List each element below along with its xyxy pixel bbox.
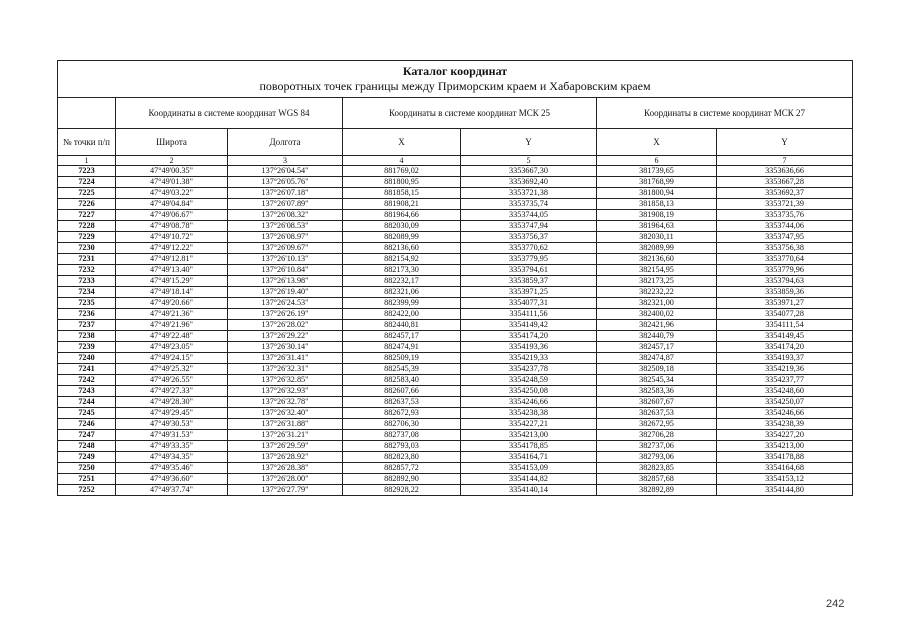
x-msk25-cell: 882793,03 bbox=[343, 441, 461, 452]
y-msk27-cell: 3354193,37 bbox=[717, 353, 853, 364]
latitude-cell: 47°49'31.53" bbox=[116, 430, 228, 441]
y-msk27-cell: 3353859,36 bbox=[717, 287, 853, 298]
y-msk25-cell: 3353794,61 bbox=[461, 265, 597, 276]
x-msk25-cell: 882637,53 bbox=[343, 397, 461, 408]
header-x-msk25: X bbox=[343, 129, 461, 156]
point-number-cell: 7250 bbox=[58, 463, 116, 474]
y-msk27-cell: 3354238,39 bbox=[717, 419, 853, 430]
point-number-cell: 7247 bbox=[58, 430, 116, 441]
longitude-cell: 137°26'29.59" bbox=[228, 441, 343, 452]
x-msk27-cell: 382457,17 bbox=[597, 342, 717, 353]
longitude-cell: 137°26'28.92" bbox=[228, 452, 343, 463]
point-number-cell: 7243 bbox=[58, 386, 116, 397]
latitude-cell: 47°49'24.15" bbox=[116, 353, 228, 364]
header-x-msk27: X bbox=[597, 129, 717, 156]
table-row bbox=[58, 276, 853, 287]
header-latitude: Широта bbox=[116, 129, 228, 156]
point-number-cell: 7251 bbox=[58, 474, 116, 485]
column-number: 1 bbox=[58, 156, 116, 166]
table-row bbox=[58, 342, 853, 353]
table-row bbox=[58, 430, 853, 441]
latitude-cell: 47°49'08.78" bbox=[116, 221, 228, 232]
page-number: 242 bbox=[826, 598, 845, 610]
longitude-cell: 137°26'32.40" bbox=[228, 408, 343, 419]
latitude-cell: 47°49'20.66" bbox=[116, 298, 228, 309]
latitude-cell: 47°49'03.22" bbox=[116, 188, 228, 199]
point-number-cell: 7239 bbox=[58, 342, 116, 353]
table-row bbox=[58, 397, 853, 408]
catalog-subtitle: поворотных точек границы между Приморским краем и Хабаровским краем bbox=[259, 79, 651, 93]
latitude-cell: 47°49'30.53" bbox=[116, 419, 228, 430]
x-msk27-cell: 381800,94 bbox=[597, 188, 717, 199]
x-msk25-cell: 882030,09 bbox=[343, 221, 461, 232]
x-msk25-cell: 882607,66 bbox=[343, 386, 461, 397]
y-msk27-cell: 3354246,66 bbox=[717, 408, 853, 419]
latitude-cell: 47°49'18.14" bbox=[116, 287, 228, 298]
latitude-cell: 47°49'33.35" bbox=[116, 441, 228, 452]
table-row bbox=[58, 232, 853, 243]
latitude-cell: 47°49'06.67" bbox=[116, 210, 228, 221]
y-msk25-cell: 3354213,00 bbox=[461, 430, 597, 441]
x-msk25-cell: 881908,21 bbox=[343, 199, 461, 210]
longitude-cell: 137°26'29.22" bbox=[228, 331, 343, 342]
catalog-title: Каталог координат bbox=[402, 64, 508, 78]
longitude-cell: 137°26'08.32" bbox=[228, 210, 343, 221]
x-msk27-cell: 382737,06 bbox=[597, 441, 717, 452]
table-row bbox=[58, 386, 853, 397]
y-msk25-cell: 3354140,14 bbox=[461, 485, 597, 496]
latitude-cell: 47°49'29.45" bbox=[116, 408, 228, 419]
x-msk27-cell: 382232,22 bbox=[597, 287, 717, 298]
y-msk25-cell: 3353692,40 bbox=[461, 177, 597, 188]
y-msk25-cell: 3353744,05 bbox=[461, 210, 597, 221]
table-row bbox=[58, 485, 853, 496]
y-msk25-cell: 3354174,20 bbox=[461, 331, 597, 342]
point-number-cell: 7232 bbox=[58, 265, 116, 276]
y-msk27-cell: 3353667,28 bbox=[717, 177, 853, 188]
y-msk25-cell: 3353667,30 bbox=[461, 166, 597, 177]
x-msk27-cell: 381964,63 bbox=[597, 221, 717, 232]
latitude-cell: 47°49'01.38" bbox=[116, 177, 228, 188]
y-msk25-cell: 3353971,25 bbox=[461, 287, 597, 298]
y-msk25-cell: 3354164,71 bbox=[461, 452, 597, 463]
y-msk27-cell: 3353721,39 bbox=[717, 199, 853, 210]
x-msk27-cell: 381908,19 bbox=[597, 210, 717, 221]
table-row bbox=[58, 287, 853, 298]
latitude-cell: 47°49'00.35" bbox=[116, 166, 228, 177]
y-msk27-cell: 3353735,76 bbox=[717, 210, 853, 221]
table-row bbox=[58, 474, 853, 485]
x-msk27-cell: 382793,06 bbox=[597, 452, 717, 463]
latitude-cell: 47°49'10.72" bbox=[116, 232, 228, 243]
y-msk25-cell: 3354219,33 bbox=[461, 353, 597, 364]
y-msk25-cell: 3354238,38 bbox=[461, 408, 597, 419]
x-msk27-cell: 382857,68 bbox=[597, 474, 717, 485]
y-msk27-cell: 3353744,06 bbox=[717, 221, 853, 232]
longitude-cell: 137°26'09.67" bbox=[228, 243, 343, 254]
table-row bbox=[58, 463, 853, 474]
x-msk25-cell: 882583,40 bbox=[343, 375, 461, 386]
y-msk25-cell: 3353756,37 bbox=[461, 232, 597, 243]
table-row bbox=[58, 309, 853, 320]
longitude-cell: 137°26'13.98" bbox=[228, 276, 343, 287]
y-msk27-cell: 3353756,38 bbox=[717, 243, 853, 254]
point-number-cell: 7230 bbox=[58, 243, 116, 254]
y-msk27-cell: 3353692,37 bbox=[717, 188, 853, 199]
y-msk25-cell: 3354153,09 bbox=[461, 463, 597, 474]
x-msk25-cell: 882440,81 bbox=[343, 320, 461, 331]
longitude-cell: 137°26'32.31" bbox=[228, 364, 343, 375]
point-number-cell: 7237 bbox=[58, 320, 116, 331]
table-row bbox=[58, 177, 853, 188]
table-row bbox=[58, 353, 853, 364]
point-number-cell: 7233 bbox=[58, 276, 116, 287]
x-msk25-cell: 882545,39 bbox=[343, 364, 461, 375]
point-number-cell: 7228 bbox=[58, 221, 116, 232]
y-msk25-cell: 3353779,95 bbox=[461, 254, 597, 265]
y-msk27-cell: 3354219,36 bbox=[717, 364, 853, 375]
latitude-cell: 47°49'23.05" bbox=[116, 342, 228, 353]
longitude-cell: 137°26'31.21" bbox=[228, 430, 343, 441]
column-header-row bbox=[58, 129, 853, 156]
x-msk27-cell: 381768,99 bbox=[597, 177, 717, 188]
x-msk27-cell: 382672,95 bbox=[597, 419, 717, 430]
longitude-cell: 137°26'28.00" bbox=[228, 474, 343, 485]
x-msk27-cell: 382509,18 bbox=[597, 364, 717, 375]
x-msk27-cell: 382089,99 bbox=[597, 243, 717, 254]
table-row bbox=[58, 199, 853, 210]
table-row bbox=[58, 452, 853, 463]
latitude-cell: 47°49'25.32" bbox=[116, 364, 228, 375]
x-msk27-cell: 382030,11 bbox=[597, 232, 717, 243]
table-row bbox=[58, 364, 853, 375]
column-number: 4 bbox=[343, 156, 461, 166]
x-msk27-cell: 381858,13 bbox=[597, 199, 717, 210]
y-msk27-cell: 3354227,20 bbox=[717, 430, 853, 441]
x-msk27-cell: 382823,85 bbox=[597, 463, 717, 474]
table-row bbox=[58, 441, 853, 452]
y-msk27-cell: 3353747,95 bbox=[717, 232, 853, 243]
coordinate-rows bbox=[58, 166, 853, 496]
x-msk27-cell: 382173,25 bbox=[597, 276, 717, 287]
x-msk27-cell: 382474,87 bbox=[597, 353, 717, 364]
y-msk27-cell: 3354111,54 bbox=[717, 320, 853, 331]
x-msk27-cell: 382583,36 bbox=[597, 386, 717, 397]
y-msk27-cell: 3353770,64 bbox=[717, 254, 853, 265]
longitude-cell: 137°26'27.79" bbox=[228, 485, 343, 496]
y-msk27-cell: 3354077,28 bbox=[717, 309, 853, 320]
x-msk27-cell: 382545,34 bbox=[597, 375, 717, 386]
y-msk25-cell: 3354077,31 bbox=[461, 298, 597, 309]
y-msk27-cell: 3354250,07 bbox=[717, 397, 853, 408]
y-msk25-cell: 3354227,21 bbox=[461, 419, 597, 430]
longitude-cell: 137°26'28.02" bbox=[228, 320, 343, 331]
column-number: 7 bbox=[717, 156, 853, 166]
x-msk27-cell: 382321,00 bbox=[597, 298, 717, 309]
table-row bbox=[58, 320, 853, 331]
latitude-cell: 47°49'12.22" bbox=[116, 243, 228, 254]
longitude-cell: 137°26'26.19" bbox=[228, 309, 343, 320]
point-number-cell: 7229 bbox=[58, 232, 116, 243]
header-y-msk27: Y bbox=[717, 129, 853, 156]
x-msk25-cell: 882474,91 bbox=[343, 342, 461, 353]
header-msk25: Координаты в системе координат МСК 25 bbox=[343, 98, 597, 129]
column-number-row bbox=[58, 156, 853, 166]
x-msk25-cell: 882892,90 bbox=[343, 474, 461, 485]
latitude-cell: 47°49'15.29" bbox=[116, 276, 228, 287]
point-number-cell: 7248 bbox=[58, 441, 116, 452]
latitude-cell: 47°49'04.84" bbox=[116, 199, 228, 210]
point-number-cell: 7245 bbox=[58, 408, 116, 419]
column-number: 3 bbox=[228, 156, 343, 166]
y-msk25-cell: 3353721,38 bbox=[461, 188, 597, 199]
y-msk27-cell: 3354149,45 bbox=[717, 331, 853, 342]
point-number-cell: 7244 bbox=[58, 397, 116, 408]
x-msk25-cell: 882672,93 bbox=[343, 408, 461, 419]
y-msk27-cell: 3353636,66 bbox=[717, 166, 853, 177]
latitude-cell: 47°49'13.40" bbox=[116, 265, 228, 276]
x-msk25-cell: 881858,15 bbox=[343, 188, 461, 199]
title-row bbox=[58, 61, 853, 98]
y-msk25-cell: 3354178,85 bbox=[461, 441, 597, 452]
x-msk27-cell: 382421,96 bbox=[597, 320, 717, 331]
longitude-cell: 137°26'05.76" bbox=[228, 177, 343, 188]
longitude-cell: 137°26'10.13" bbox=[228, 254, 343, 265]
y-msk25-cell: 3353747,94 bbox=[461, 221, 597, 232]
y-msk25-cell: 3354144,82 bbox=[461, 474, 597, 485]
longitude-cell: 137°26'04.54" bbox=[228, 166, 343, 177]
point-number-cell: 7231 bbox=[58, 254, 116, 265]
latitude-cell: 47°49'21.96" bbox=[116, 320, 228, 331]
column-number: 6 bbox=[597, 156, 717, 166]
longitude-cell: 137°26'31.88" bbox=[228, 419, 343, 430]
x-msk25-cell: 882154,92 bbox=[343, 254, 461, 265]
point-number-cell: 7234 bbox=[58, 287, 116, 298]
table-row bbox=[58, 254, 853, 265]
header-msk27: Координаты в системе координат МСК 27 bbox=[597, 98, 853, 129]
point-number-cell: 7246 bbox=[58, 419, 116, 430]
x-msk27-cell: 382440,79 bbox=[597, 331, 717, 342]
header-point-number: № точки п/п bbox=[58, 129, 116, 156]
x-msk25-cell: 881800,95 bbox=[343, 177, 461, 188]
table-row bbox=[58, 375, 853, 386]
y-msk27-cell: 3353794,63 bbox=[717, 276, 853, 287]
point-header-spacer bbox=[58, 98, 116, 129]
x-msk27-cell: 382154,95 bbox=[597, 265, 717, 276]
y-msk25-cell: 3354246,66 bbox=[461, 397, 597, 408]
y-msk25-cell: 3354149,42 bbox=[461, 320, 597, 331]
longitude-cell: 137°26'32.78" bbox=[228, 397, 343, 408]
longitude-cell: 137°26'31.41" bbox=[228, 353, 343, 364]
latitude-cell: 47°49'36.60" bbox=[116, 474, 228, 485]
latitude-cell: 47°49'22.48" bbox=[116, 331, 228, 342]
point-number-cell: 7240 bbox=[58, 353, 116, 364]
latitude-cell: 47°49'35.46" bbox=[116, 463, 228, 474]
x-msk25-cell: 882509,19 bbox=[343, 353, 461, 364]
y-msk27-cell: 3354144,80 bbox=[717, 485, 853, 496]
table-row bbox=[58, 243, 853, 254]
title-cell bbox=[58, 61, 853, 98]
y-msk25-cell: 3354248,59 bbox=[461, 375, 597, 386]
point-number-cell: 7226 bbox=[58, 199, 116, 210]
table-row bbox=[58, 408, 853, 419]
y-msk27-cell: 3354237,77 bbox=[717, 375, 853, 386]
longitude-cell: 137°26'08.53" bbox=[228, 221, 343, 232]
latitude-cell: 47°49'37.74" bbox=[116, 485, 228, 496]
point-number-cell: 7242 bbox=[58, 375, 116, 386]
y-msk25-cell: 3354111,56 bbox=[461, 309, 597, 320]
header-y-msk25: Y bbox=[461, 129, 597, 156]
x-msk25-cell: 882737,08 bbox=[343, 430, 461, 441]
longitude-cell: 137°26'07.18" bbox=[228, 188, 343, 199]
x-msk25-cell: 882928,22 bbox=[343, 485, 461, 496]
latitude-cell: 47°49'12.81" bbox=[116, 254, 228, 265]
longitude-cell: 137°26'10.84" bbox=[228, 265, 343, 276]
x-msk25-cell: 882399,99 bbox=[343, 298, 461, 309]
longitude-cell: 137°26'24.53" bbox=[228, 298, 343, 309]
table-row bbox=[58, 298, 853, 309]
table-row bbox=[58, 265, 853, 276]
y-msk27-cell: 3354174,20 bbox=[717, 342, 853, 353]
x-msk25-cell: 882136,60 bbox=[343, 243, 461, 254]
longitude-cell: 137°26'28.38" bbox=[228, 463, 343, 474]
x-msk27-cell: 382892,89 bbox=[597, 485, 717, 496]
x-msk25-cell: 881769,02 bbox=[343, 166, 461, 177]
longitude-cell: 137°26'19.40" bbox=[228, 287, 343, 298]
point-number-cell: 7225 bbox=[58, 188, 116, 199]
table-row bbox=[58, 188, 853, 199]
header-longitude: Долгота bbox=[228, 129, 343, 156]
table-row bbox=[58, 331, 853, 342]
longitude-cell: 137°26'32.85" bbox=[228, 375, 343, 386]
y-msk25-cell: 3354193,36 bbox=[461, 342, 597, 353]
x-msk27-cell: 382706,28 bbox=[597, 430, 717, 441]
coordinate-catalog-table bbox=[57, 60, 853, 496]
x-msk27-cell: 382400,02 bbox=[597, 309, 717, 320]
latitude-cell: 47°49'27.33" bbox=[116, 386, 228, 397]
y-msk27-cell: 3354178,88 bbox=[717, 452, 853, 463]
x-msk25-cell: 882823,80 bbox=[343, 452, 461, 463]
x-msk25-cell: 881964,66 bbox=[343, 210, 461, 221]
table-row bbox=[58, 166, 853, 177]
y-msk27-cell: 3354213,00 bbox=[717, 441, 853, 452]
system-header-row bbox=[58, 98, 853, 129]
y-msk27-cell: 3354153,12 bbox=[717, 474, 853, 485]
x-msk27-cell: 382136,60 bbox=[597, 254, 717, 265]
point-number-cell: 7238 bbox=[58, 331, 116, 342]
y-msk25-cell: 3353859,37 bbox=[461, 276, 597, 287]
x-msk25-cell: 882857,72 bbox=[343, 463, 461, 474]
y-msk27-cell: 3353971,27 bbox=[717, 298, 853, 309]
longitude-cell: 137°26'32.93" bbox=[228, 386, 343, 397]
table-row bbox=[58, 221, 853, 232]
y-msk25-cell: 3353735,74 bbox=[461, 199, 597, 210]
y-msk25-cell: 3354250,08 bbox=[461, 386, 597, 397]
y-msk27-cell: 3353779,96 bbox=[717, 265, 853, 276]
column-number: 2 bbox=[116, 156, 228, 166]
point-number-cell: 7241 bbox=[58, 364, 116, 375]
x-msk27-cell: 382607,67 bbox=[597, 397, 717, 408]
y-msk25-cell: 3354237,78 bbox=[461, 364, 597, 375]
x-msk25-cell: 882173,30 bbox=[343, 265, 461, 276]
longitude-cell: 137°26'08.97" bbox=[228, 232, 343, 243]
point-number-cell: 7249 bbox=[58, 452, 116, 463]
y-msk27-cell: 3354164,68 bbox=[717, 463, 853, 474]
longitude-cell: 137°26'30.14" bbox=[228, 342, 343, 353]
table-row bbox=[58, 210, 853, 221]
point-number-cell: 7223 bbox=[58, 166, 116, 177]
latitude-cell: 47°49'34.35" bbox=[116, 452, 228, 463]
point-number-cell: 7236 bbox=[58, 309, 116, 320]
column-number: 5 bbox=[461, 156, 597, 166]
header-wgs84: Координаты в системе координат WGS 84 bbox=[116, 98, 343, 129]
x-msk25-cell: 882089,99 bbox=[343, 232, 461, 243]
x-msk25-cell: 882422,00 bbox=[343, 309, 461, 320]
latitude-cell: 47°49'28.30" bbox=[116, 397, 228, 408]
latitude-cell: 47°49'21.36" bbox=[116, 309, 228, 320]
table-row bbox=[58, 419, 853, 430]
point-number-cell: 7227 bbox=[58, 210, 116, 221]
y-msk25-cell: 3353770,62 bbox=[461, 243, 597, 254]
latitude-cell: 47°49'26.55" bbox=[116, 375, 228, 386]
point-number-cell: 7224 bbox=[58, 177, 116, 188]
x-msk25-cell: 882457,17 bbox=[343, 331, 461, 342]
point-number-cell: 7252 bbox=[58, 485, 116, 496]
x-msk27-cell: 382637,53 bbox=[597, 408, 717, 419]
point-number-cell: 7235 bbox=[58, 298, 116, 309]
longitude-cell: 137°26'07.89" bbox=[228, 199, 343, 210]
x-msk25-cell: 882706,30 bbox=[343, 419, 461, 430]
x-msk27-cell: 381739,65 bbox=[597, 166, 717, 177]
x-msk25-cell: 882232,17 bbox=[343, 276, 461, 287]
x-msk25-cell: 882321,06 bbox=[343, 287, 461, 298]
y-msk27-cell: 3354248,60 bbox=[717, 386, 853, 397]
